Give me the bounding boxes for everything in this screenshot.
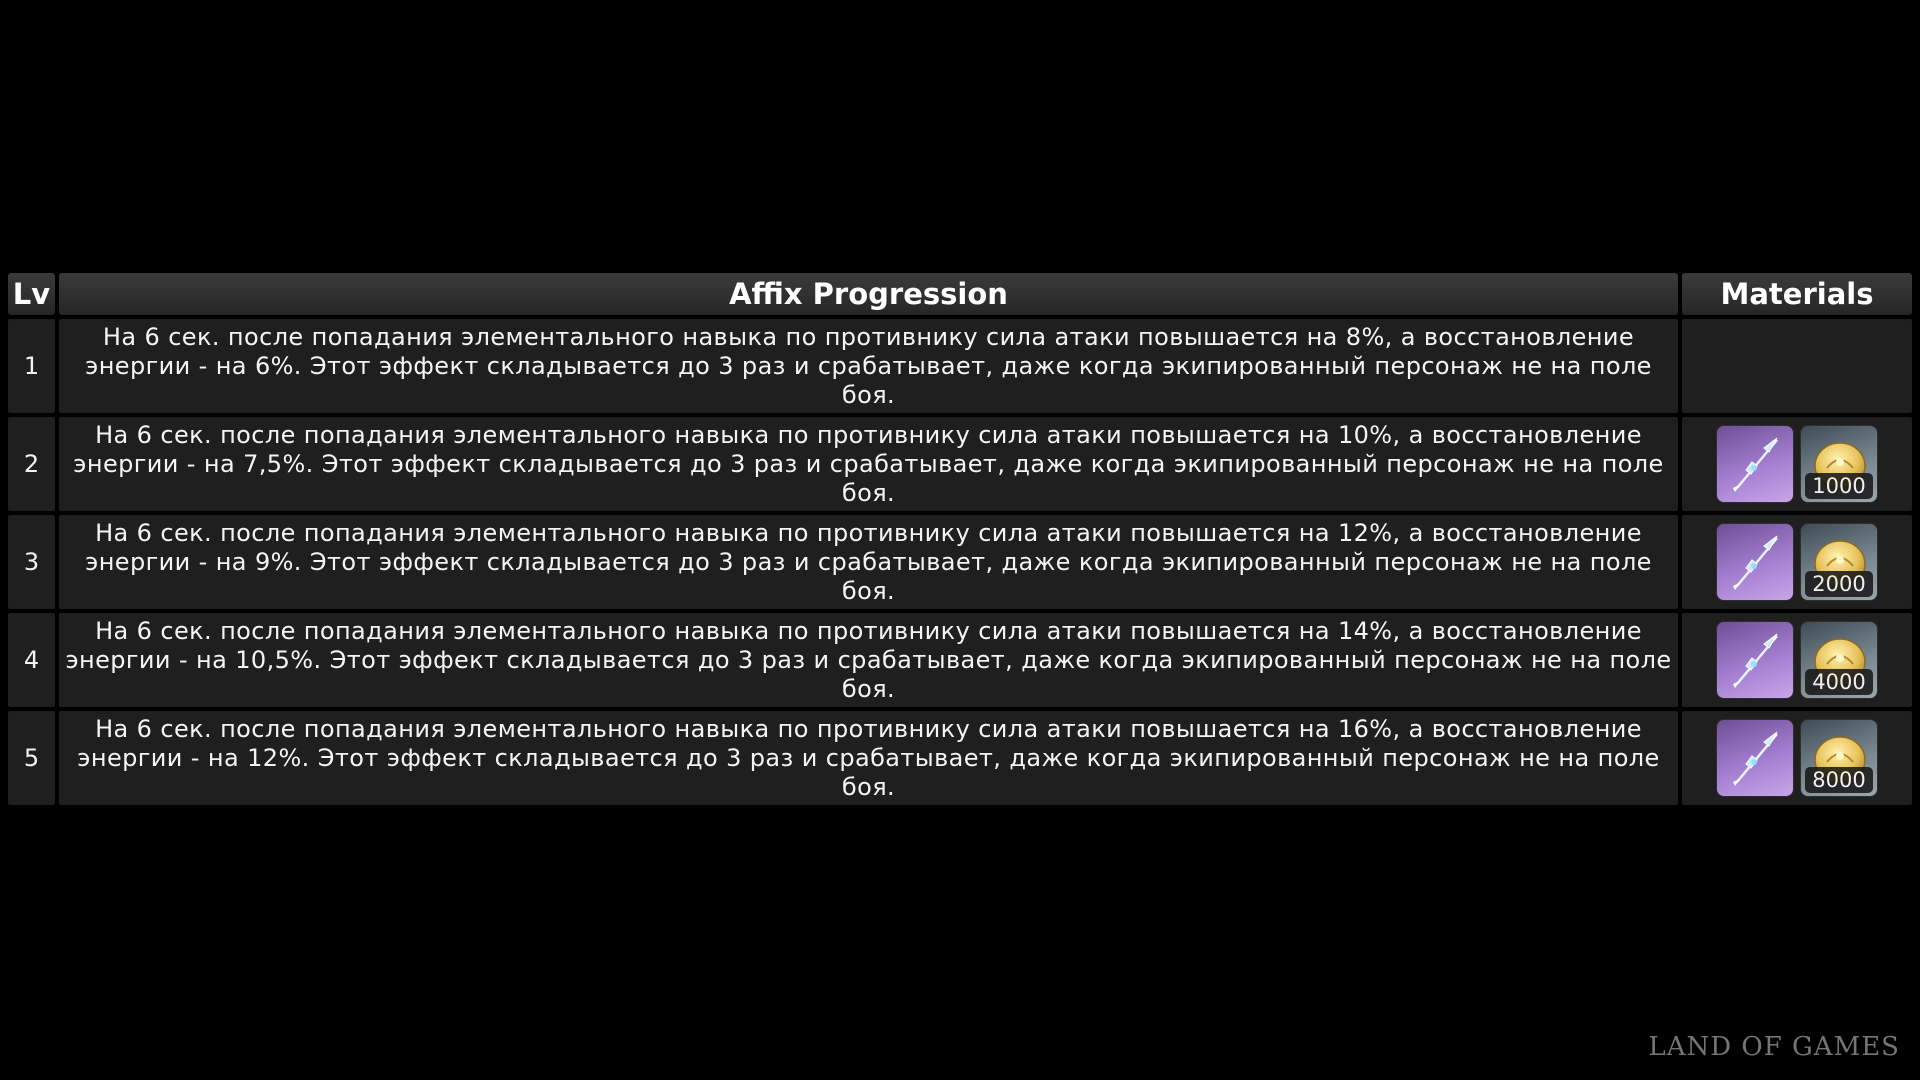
- materials-cell: [1682, 711, 1912, 805]
- table-row: [8, 417, 1912, 511]
- materials-cell: [1682, 417, 1912, 511]
- level-cell: 2: [8, 417, 55, 511]
- affix-description: На 6 сек. после попадания элементального навыка по противнику сила атаки повышается на 12%, а восстановление энергии - на 9%. Этот эффект складывается до 3 раз и срабатывает, даже когда экипированный персонаж не на поле боя.: [59, 515, 1678, 609]
- weapon-crystal-icon[interactable]: [1716, 621, 1794, 699]
- level-cell: 4: [8, 613, 55, 707]
- table-header-row: [8, 273, 1912, 315]
- materials-cell: [1682, 515, 1912, 609]
- level-cell: 1: [8, 319, 55, 413]
- mora-amount: 1000: [1805, 473, 1873, 499]
- materials-cell: [1682, 319, 1912, 413]
- table-row: [8, 613, 1912, 707]
- weapon-crystal-icon[interactable]: [1716, 523, 1794, 601]
- header-level: Lv: [8, 273, 55, 315]
- header-affix-progression: Affix Progression: [59, 273, 1678, 315]
- weapon-crystal-icon[interactable]: [1716, 719, 1794, 797]
- materials-group: [1682, 523, 1912, 601]
- affix-progression-table: [4, 269, 1916, 809]
- materials-cell: [1682, 613, 1912, 707]
- table-row: [8, 515, 1912, 609]
- affix-description: На 6 сек. после попадания элементального навыка по противнику сила атаки повышается на 10%, а восстановление энергии - на 7,5%. Этот эффект складывается до 3 раз и срабатывает, даже когда экипированный персонаж не на поле боя.: [59, 417, 1678, 511]
- affix-description: На 6 сек. после попадания элементального навыка по противнику сила атаки повышается на 14%, а восстановление энергии - на 10,5%. Этот эффект складывается до 3 раз и срабатывает, даже когда экипированный персонаж не на поле боя.: [59, 613, 1678, 707]
- mora-amount: 8000: [1805, 767, 1873, 793]
- mora-amount: 2000: [1805, 571, 1873, 597]
- table-row: [8, 711, 1912, 805]
- materials-group: [1682, 719, 1912, 797]
- affix-description: На 6 сек. после попадания элементального навыка по противнику сила атаки повышается на 16%, а восстановление энергии - на 12%. Этот эффект складывается до 3 раз и срабатывает, даже когда экипированный персонаж не на поле боя.: [59, 711, 1678, 805]
- materials-group: [1682, 425, 1912, 503]
- table-body: [8, 319, 1912, 805]
- mora-coin-icon[interactable]: [1800, 621, 1878, 699]
- watermark: LAND OF GAMES: [1648, 1032, 1900, 1062]
- header-materials: Materials: [1682, 273, 1912, 315]
- level-cell: 5: [8, 711, 55, 805]
- mora-coin-icon[interactable]: [1800, 425, 1878, 503]
- mora-amount: 4000: [1805, 669, 1873, 695]
- table-row: [8, 319, 1912, 413]
- mora-coin-icon[interactable]: [1800, 523, 1878, 601]
- materials-group: [1682, 621, 1912, 699]
- level-cell: 3: [8, 515, 55, 609]
- weapon-crystal-icon[interactable]: [1716, 425, 1794, 503]
- affix-description: На 6 сек. после попадания элементального навыка по противнику сила атаки повышается на 8%, а восстановление энергии - на 6%. Этот эффект складывается до 3 раз и срабатывает, даже когда экипированный персонаж не на поле боя.: [59, 319, 1678, 413]
- mora-coin-icon[interactable]: [1800, 719, 1878, 797]
